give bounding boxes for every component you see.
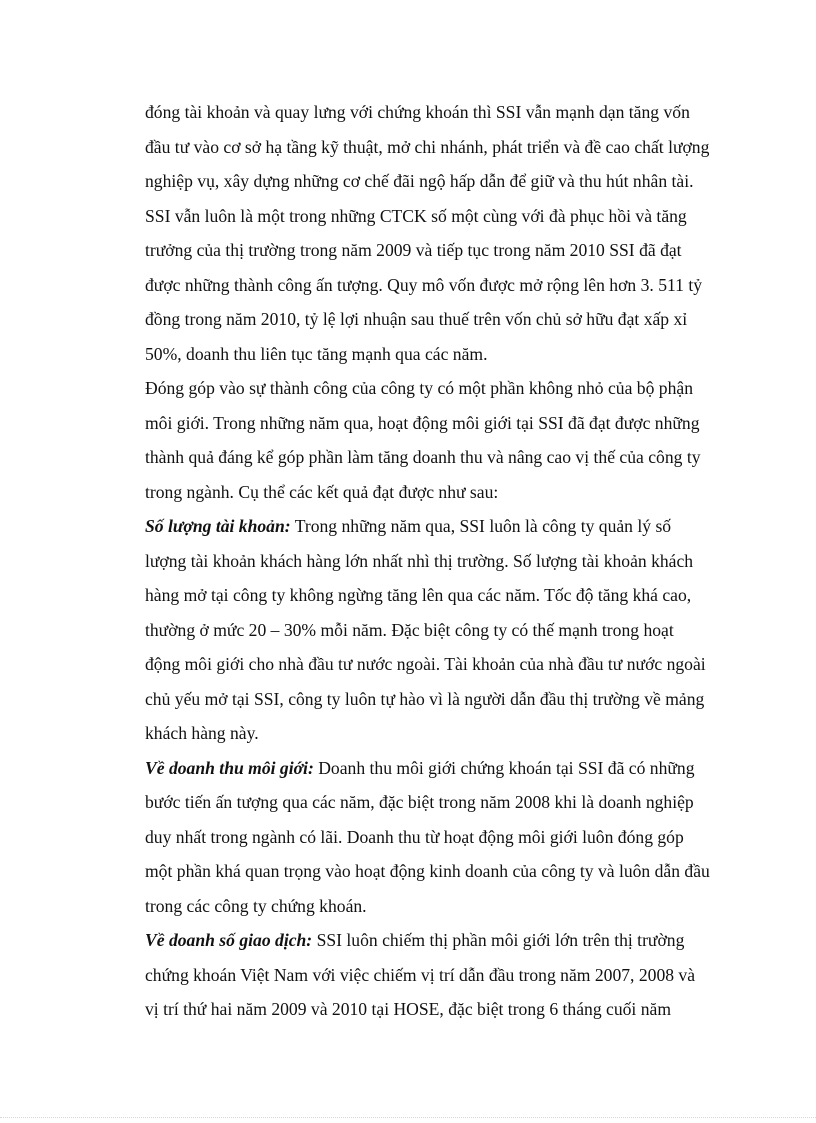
section-heading-revenue: Về doanh thu môi giới: bbox=[145, 757, 314, 778]
text-line: đồng trong năm 2010, tỷ lệ lợi nhuận sau thuế trên vốn chủ sở hữu đạt xấp xỉ bbox=[145, 309, 688, 329]
text-line bbox=[145, 509, 745, 544]
section-text: SSI luôn chiếm thị phần môi giới lớn trên thị trường bbox=[312, 930, 685, 950]
text-line: trưởng của thị trường trong năm 2009 và tiếp tục trong năm 2010 SSI đã đạt bbox=[145, 240, 682, 260]
paragraph-revenue bbox=[145, 751, 745, 924]
section-heading-volume: Về doanh số giao dịch: bbox=[145, 930, 313, 950]
text-line: động môi giới cho nhà đầu tư nước ngoài. Tài khoản của nhà đầu tư nước ngoài bbox=[145, 654, 706, 674]
body-text bbox=[145, 95, 745, 1027]
text-line: một phần khá quan trọng vào hoạt động kinh doanh của công ty và luôn dẫn đầu bbox=[145, 861, 710, 881]
section-heading-accounts: Số lượng tài khoản: bbox=[145, 516, 291, 536]
text-line: duy nhất trong ngành có lãi. Doanh thu từ hoạt động môi giới luôn đóng góp bbox=[145, 826, 684, 847]
section-text: Trong những năm qua, SSI luôn là công ty quản lý số bbox=[290, 516, 672, 536]
text-line: chủ yếu mở tại SSI, công ty luôn tự hào vì là người dẫn đầu thị trường về mảng bbox=[145, 688, 705, 709]
paragraph-accounts bbox=[145, 509, 745, 751]
text-line: vị trí thứ hai năm 2009 và 2010 tại HOSE, đặc biệt trong 6 tháng cuối năm bbox=[145, 999, 672, 1019]
text-line: khách hàng này. bbox=[145, 723, 259, 743]
text-line: nghiệp vụ, xây dựng những cơ chế đãi ngộ hấp dẫn để giữ và thu hút nhân tài. bbox=[145, 171, 694, 191]
text-line: trong ngành. Cụ thể các kết quả đạt được như sau: bbox=[145, 481, 499, 502]
paragraph-ssi-investment bbox=[145, 95, 745, 371]
page-bottom-border bbox=[0, 1117, 816, 1118]
text-line: thường ở mức 20 – 30% mỗi năm. Đặc biệt công ty có thế mạnh trong hoạt bbox=[145, 619, 674, 640]
text-line: trong các công ty chứng khoán. bbox=[145, 895, 367, 916]
text-line: bước tiến ấn tượng qua các năm, đặc biệt trong năm 2008 khi là doanh nghiệp bbox=[145, 792, 694, 812]
text-line bbox=[145, 751, 745, 786]
text-line: đầu tư vào cơ sở hạ tầng kỹ thuật, mở chi nhánh, phát triển và đề cao chất lượng bbox=[145, 136, 710, 157]
paragraph-brokerage-contribution bbox=[145, 371, 745, 509]
text-line: lượng tài khoản khách hàng lớn nhất nhì thị trường. Số lượng tài khoản khách bbox=[145, 550, 694, 571]
text-line: hàng mở tại công ty không ngừng tăng lên qua các năm. Tốc độ tăng khá cao, bbox=[145, 585, 692, 605]
text-line: đóng tài khoản và quay lưng với chứng khoán thì SSI vẫn mạnh dạn tăng vốn bbox=[145, 102, 690, 122]
text-line: 50%, doanh thu liên tục tăng mạnh qua các năm. bbox=[145, 343, 488, 364]
text-line bbox=[145, 923, 745, 958]
text-line: chứng khoán Việt Nam với việc chiếm vị trí dẫn đầu trong năm 2007, 2008 và bbox=[145, 964, 696, 985]
text-line: thành quả đáng kể góp phần làm tăng doanh thu và nâng cao vị thế của công ty bbox=[145, 447, 701, 467]
text-line: được những thành công ấn tượng. Quy mô vốn được mở rộng lên hơn 3. 511 tỷ bbox=[145, 274, 703, 295]
text-line: môi giới. Trong những năm qua, hoạt động môi giới tại SSI đã đạt được những bbox=[145, 412, 700, 433]
section-text: Doanh thu môi giới chứng khoán tại SSI đã có những bbox=[313, 757, 695, 778]
text-line: Đóng góp vào sự thành công của công ty có một phần không nhỏ của bộ phận bbox=[145, 378, 693, 398]
paragraph-trading-volume bbox=[145, 923, 745, 1027]
text-line: SSI vẫn luôn là một trong những CTCK số một cùng với đà phục hồi và tăng bbox=[145, 205, 687, 226]
